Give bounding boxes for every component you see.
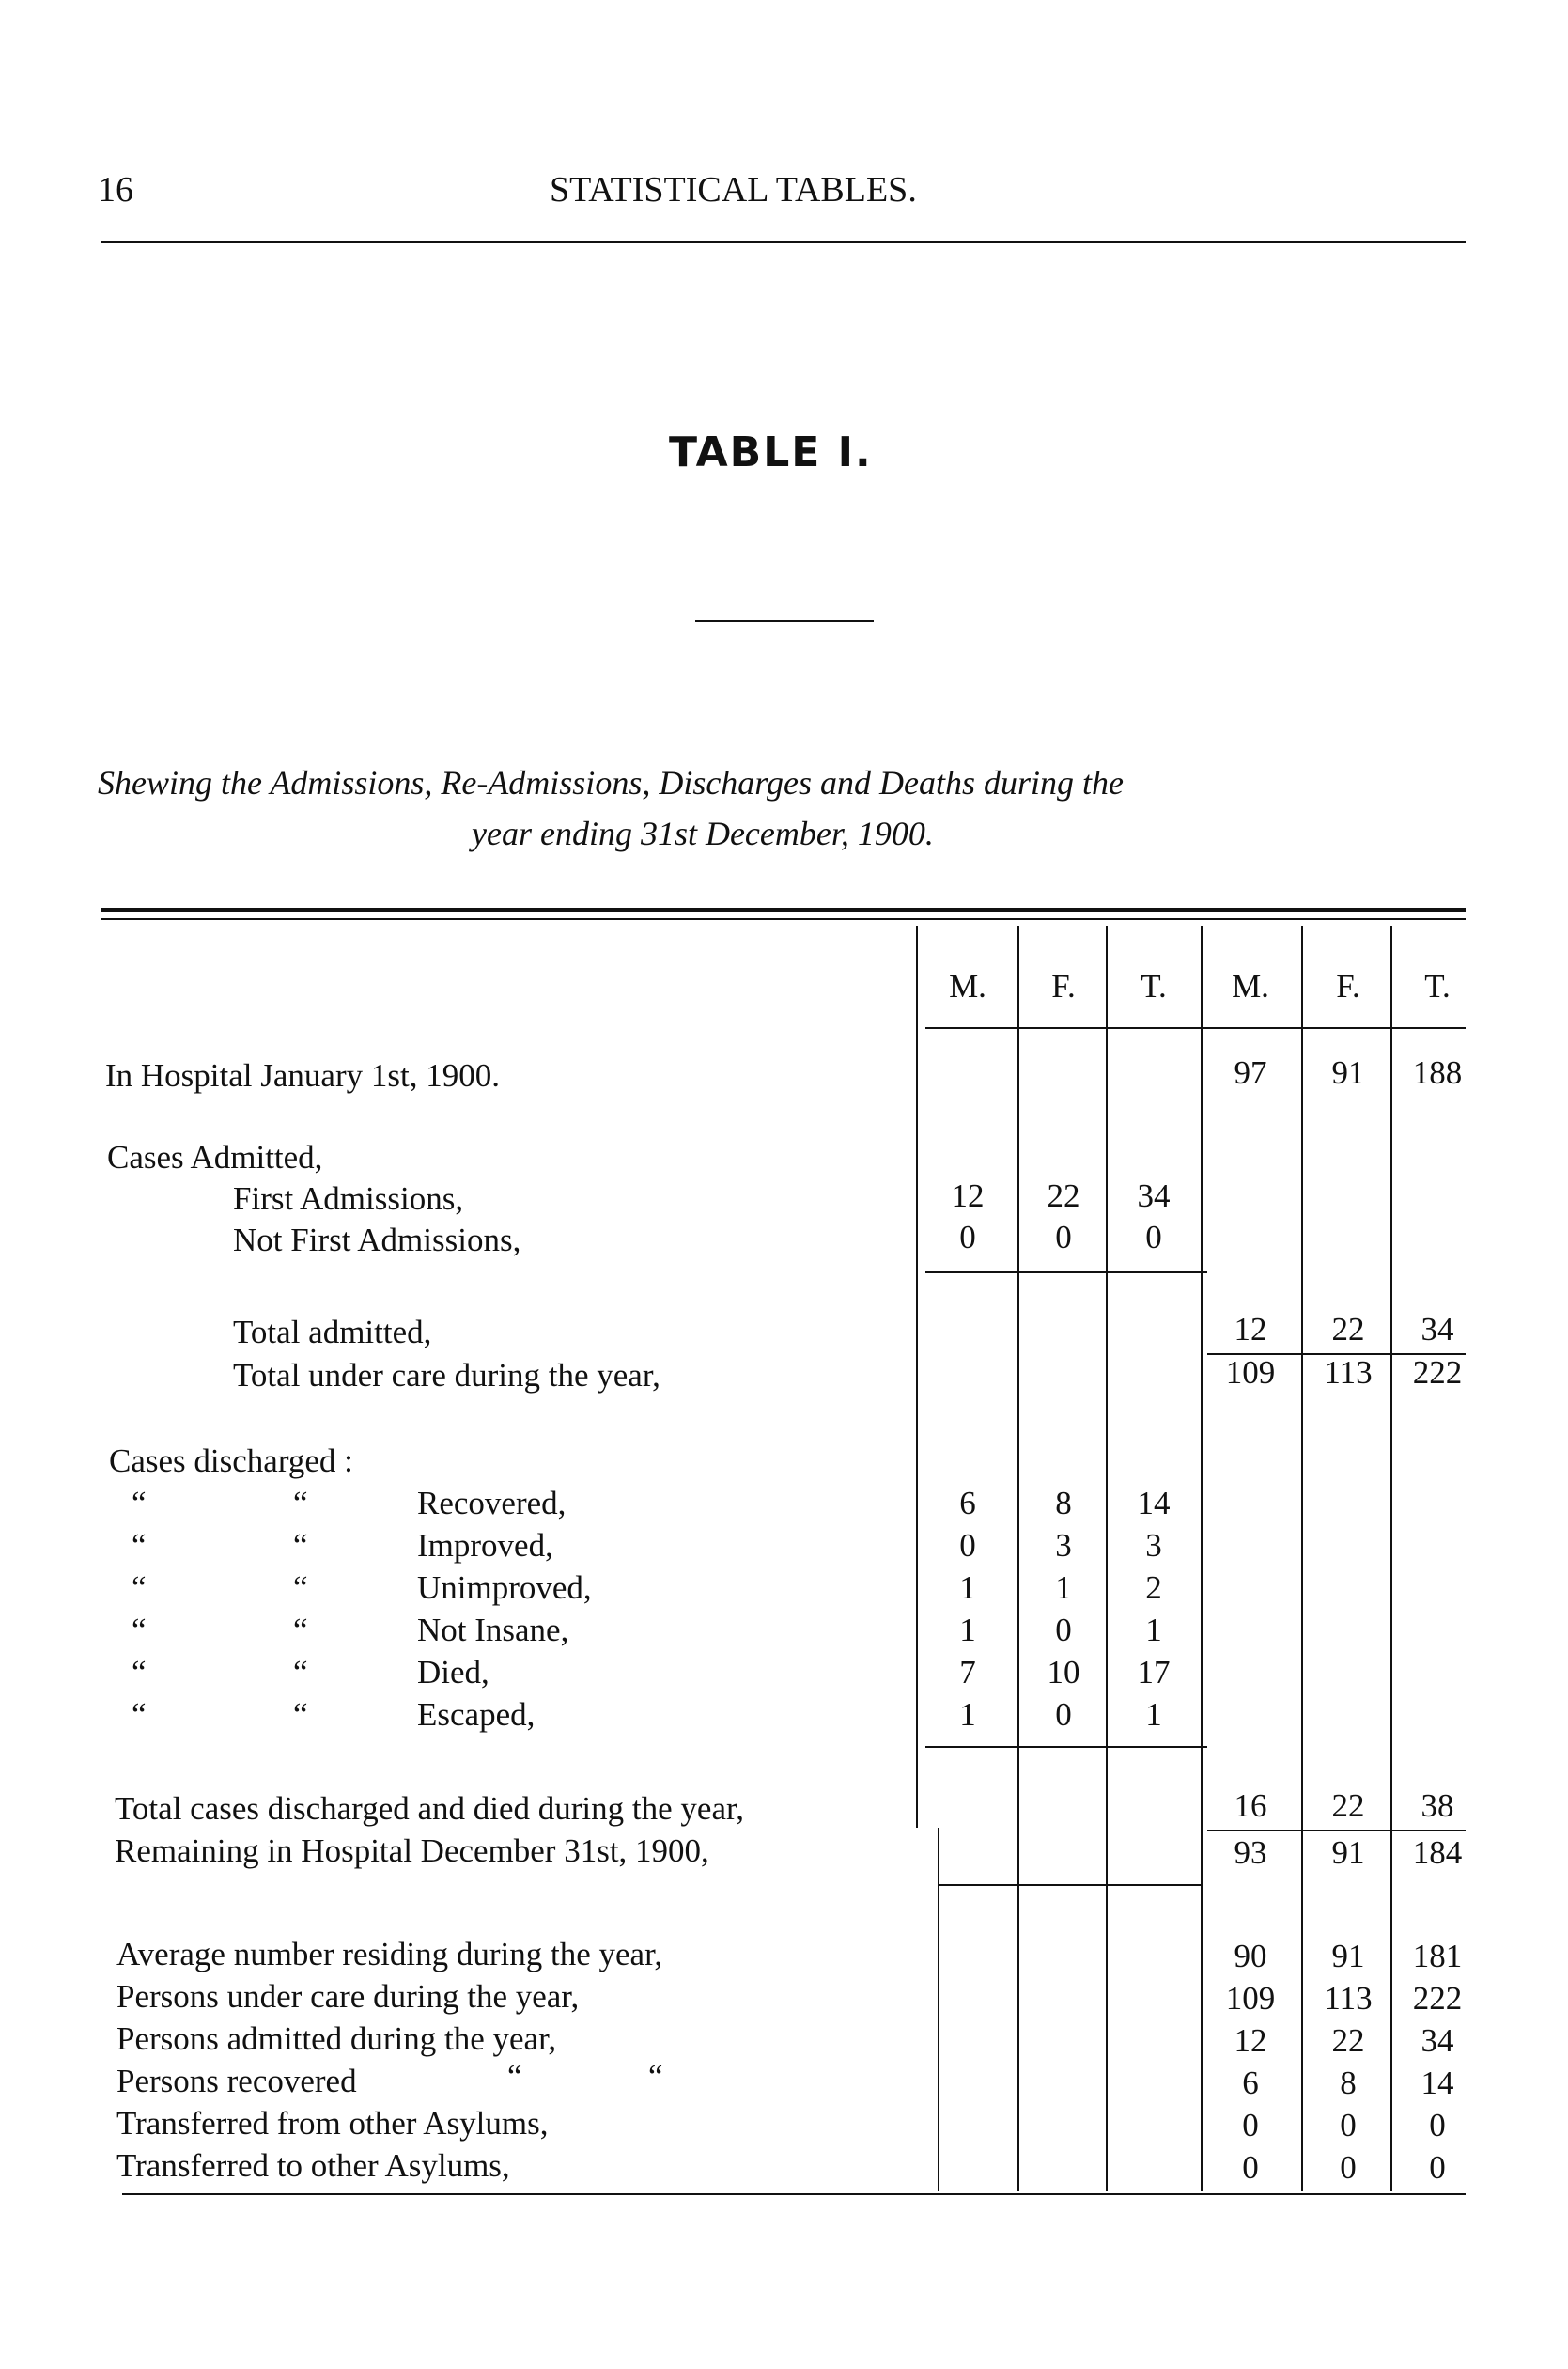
row-label: Persons recovered <box>116 2063 357 2099</box>
table-top-rule <box>101 908 1466 912</box>
ditto-mark: “ <box>132 1612 147 1648</box>
col-line-3 <box>1106 926 1108 2191</box>
col-header-f-1: F. <box>1051 968 1076 1005</box>
row-label: Transferred to other Asylums, <box>116 2147 510 2184</box>
ditto-mark: “ <box>293 1569 308 1606</box>
cell: 7 <box>959 1654 976 1691</box>
cell: 22 <box>1331 1787 1365 1824</box>
subtotal-rule <box>925 1271 1207 1273</box>
ditto-mark: “ <box>132 1654 147 1691</box>
ditto-mark: “ <box>648 2058 663 2095</box>
cell: 0 <box>1340 2149 1357 2186</box>
cell: 8 <box>1340 2065 1357 2101</box>
col-line-6 <box>1390 926 1392 2191</box>
cell: 91 <box>1331 1938 1365 1974</box>
title-rule <box>695 620 874 622</box>
cell: 12 <box>1234 1311 1267 1348</box>
row-label: Cases Admitted, <box>107 1139 323 1176</box>
cell: 0 <box>1145 1219 1162 1255</box>
page-number: 16 <box>98 170 133 210</box>
col-line-2 <box>1017 926 1019 2191</box>
cell: 38 <box>1421 1787 1454 1824</box>
cell: 0 <box>1429 2149 1446 2186</box>
table-title: TABLE I. <box>669 429 873 476</box>
row-label: Persons under care during the year, <box>116 1978 580 2015</box>
cell: 17 <box>1137 1654 1171 1691</box>
cell: 1 <box>959 1612 976 1648</box>
cell: 6 <box>959 1485 976 1521</box>
cell: 109 <box>1225 1980 1276 2017</box>
ditto-mark: “ <box>132 1696 147 1733</box>
row-label: Died, <box>417 1654 489 1691</box>
row-label: In Hospital January 1st, 1900. <box>105 1057 500 1094</box>
cell: 1 <box>959 1696 976 1733</box>
cell: 34 <box>1137 1177 1171 1214</box>
header-underline <box>925 1027 1466 1029</box>
cell: 14 <box>1137 1485 1171 1521</box>
cell: 91 <box>1331 1054 1365 1091</box>
cell: 0 <box>1340 2107 1357 2143</box>
cell: 181 <box>1412 1938 1463 1974</box>
col-line-1 <box>916 926 918 1828</box>
row-label: Remaining in Hospital December 31st, 1900, <box>115 1832 709 1869</box>
cell: 14 <box>1421 2065 1454 2101</box>
cell: 91 <box>1331 1834 1365 1871</box>
col-header-m-1: M. <box>949 968 986 1005</box>
cell: 22 <box>1331 1311 1365 1348</box>
ditto-mark: “ <box>293 1612 308 1648</box>
row-label: Recovered, <box>417 1485 567 1521</box>
ditto-mark: “ <box>293 1654 308 1691</box>
subtotal-rule <box>925 1746 1207 1748</box>
ditto-mark: “ <box>293 1485 308 1521</box>
col-line-1b <box>938 1828 939 2191</box>
row-label: Cases discharged : <box>109 1442 353 1479</box>
cell: 6 <box>1242 2065 1259 2101</box>
total-rule <box>1207 1830 1466 1831</box>
cell: 0 <box>1055 1219 1072 1255</box>
row-label: Escaped, <box>417 1696 536 1733</box>
col-header-t-1: T. <box>1141 968 1167 1005</box>
cell: 3 <box>1145 1527 1162 1564</box>
row-label: Not First Admissions, <box>233 1222 521 1258</box>
cell: 1 <box>1145 1696 1162 1733</box>
ditto-mark: “ <box>132 1527 147 1564</box>
cell: 0 <box>959 1219 976 1255</box>
row-label: Total admitted, <box>233 1314 432 1350</box>
cell: 1 <box>1145 1612 1162 1648</box>
cell: 188 <box>1412 1054 1463 1091</box>
cell: 22 <box>1331 2022 1365 2059</box>
header-rule <box>101 241 1466 243</box>
table-bottom-rule <box>122 2193 1466 2195</box>
row-label: Persons admitted during the year, <box>116 2020 557 2057</box>
subtitle-line-2: year ending 31st December, 1900. <box>472 815 934 852</box>
cell: 34 <box>1421 1311 1454 1348</box>
row-label: Average number residing during the year, <box>116 1936 663 1972</box>
col-line-5 <box>1301 926 1303 2191</box>
cell: 90 <box>1234 1938 1267 1974</box>
cell: 113 <box>1324 1980 1373 2017</box>
cell: 113 <box>1324 1354 1373 1391</box>
cell: 222 <box>1412 1354 1463 1391</box>
ditto-mark: “ <box>293 1696 308 1733</box>
row-label: Not Insane, <box>417 1612 569 1648</box>
section-rule <box>939 1884 1203 1886</box>
ditto-mark: “ <box>132 1569 147 1606</box>
cell: 0 <box>1429 2107 1446 2143</box>
row-label: Total under care during the year, <box>233 1357 660 1394</box>
cell: 22 <box>1047 1177 1080 1214</box>
cell: 109 <box>1225 1354 1276 1391</box>
table-top-rule-thin <box>101 918 1466 920</box>
cell: 222 <box>1412 1980 1463 2017</box>
cell: 12 <box>951 1177 985 1214</box>
col-line-4 <box>1201 926 1203 2191</box>
cell: 0 <box>1242 2107 1259 2143</box>
cell: 0 <box>959 1527 976 1564</box>
row-label: First Admissions, <box>233 1180 464 1217</box>
cell: 0 <box>1242 2149 1259 2186</box>
cell: 1 <box>1055 1569 1072 1606</box>
cell: 0 <box>1055 1612 1072 1648</box>
cell: 2 <box>1145 1569 1162 1606</box>
cell: 184 <box>1412 1834 1463 1871</box>
cell: 93 <box>1234 1834 1267 1871</box>
cell: 16 <box>1234 1787 1267 1824</box>
cell: 1 <box>959 1569 976 1606</box>
cell: 12 <box>1234 2022 1267 2059</box>
cell: 0 <box>1055 1696 1072 1733</box>
row-label: Improved, <box>417 1527 553 1564</box>
col-header-t-2: T. <box>1424 968 1451 1005</box>
cell: 10 <box>1047 1654 1080 1691</box>
row-label: Unimproved, <box>417 1569 592 1606</box>
ditto-mark: “ <box>507 2058 522 2095</box>
ditto-mark: “ <box>132 1485 147 1521</box>
row-label: Transferred from other Asylums, <box>116 2105 549 2142</box>
subtitle-line-1: Shewing the Admissions, Re-Admissions, Discharges and Deaths during the <box>98 764 1124 802</box>
cell: 34 <box>1421 2022 1454 2059</box>
cell: 3 <box>1055 1527 1072 1564</box>
col-header-f-2: F. <box>1336 968 1360 1005</box>
row-label: Total cases discharged and died during the year, <box>115 1790 744 1827</box>
ditto-mark: “ <box>293 1527 308 1564</box>
cell: 97 <box>1234 1054 1267 1091</box>
col-header-m-2: M. <box>1232 968 1269 1005</box>
cell: 8 <box>1055 1485 1072 1521</box>
running-title: STATISTICAL TABLES. <box>550 170 917 210</box>
